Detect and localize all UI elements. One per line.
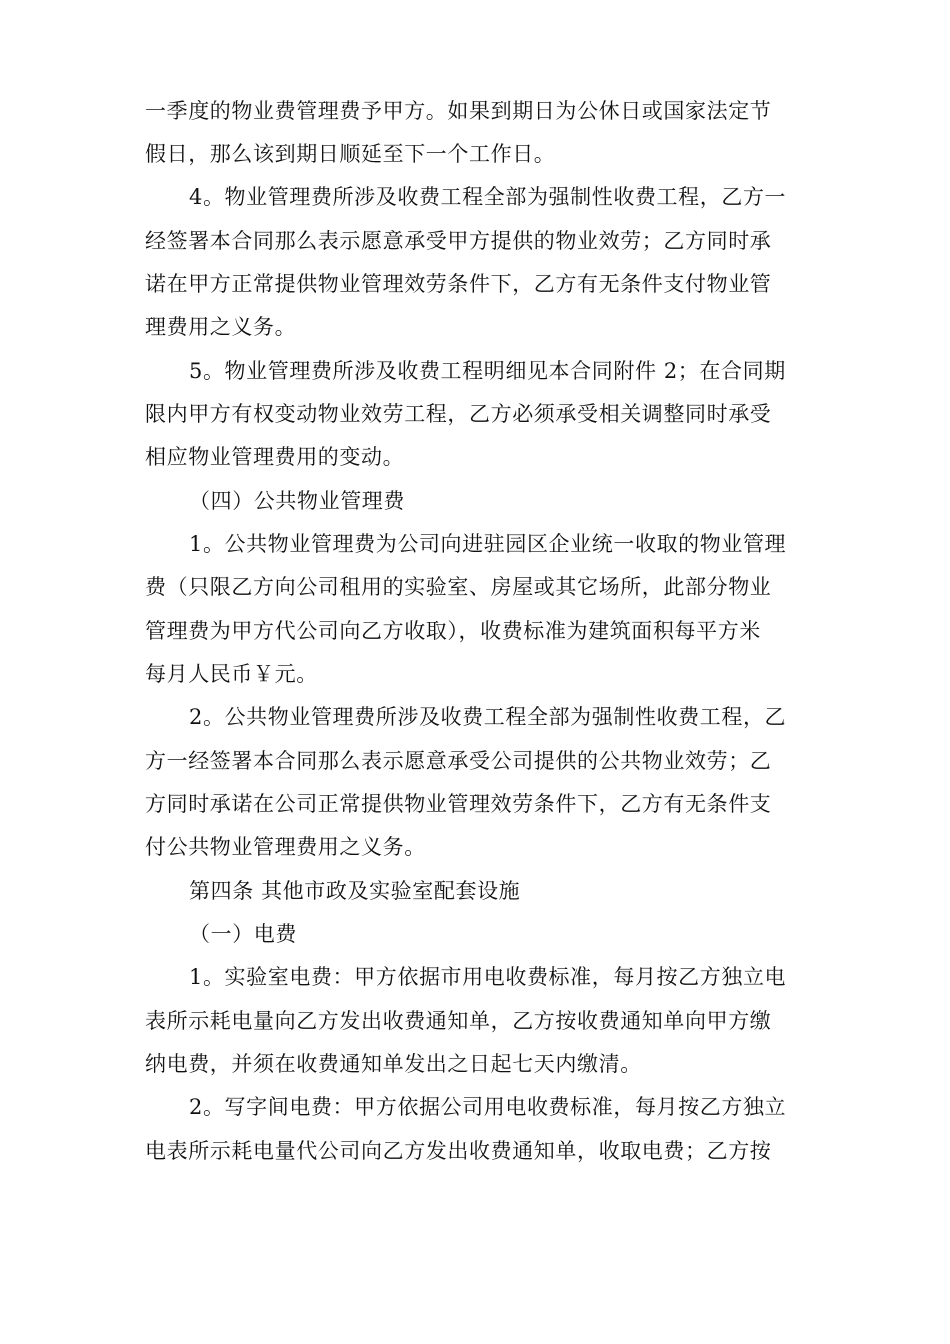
text-line: 1。公共物业管理费为公司向进驻园区企业统一收取的物业管理 — [189, 532, 787, 556]
text-line: 1。实验室电费：甲方依据市用电收费标准，每月按乙方独立电 — [189, 965, 787, 989]
text-line: 电表所示耗电量代公司向乙方发出收费通知单，收取电费；乙方按 — [145, 1139, 772, 1163]
text-line: 方同时承诺在公司正常提供物业管理效劳条件下，乙方有无条件支 — [145, 792, 772, 816]
text-line: 费（只限乙方向公司租用的实验室、房屋或其它场所，此部分物业 — [145, 575, 772, 599]
text-line: 纳电费，并须在收费通知单发出之日起七天内缴清。 — [145, 1052, 642, 1076]
text-line: 经签署本合同那么表示愿意承受甲方提供的物业效劳；乙方同时承 — [145, 229, 772, 253]
section-heading: （一）电费 — [189, 922, 297, 946]
text-line: 一季度的物业费管理费予甲方。如果到期日为公休日或国家法定节 — [145, 99, 772, 123]
text-line: 假日，那么该到期日顺延至下一个工作日。 — [145, 142, 556, 166]
text-line: 诺在甲方正常提供物业管理效劳条件下，乙方有无条件支付物业管 — [145, 272, 772, 296]
text-line: 方一经签署本合同那么表示愿意承受公司提供的公共物业效劳；乙 — [145, 749, 772, 773]
article-heading: 第四条 其他市政及实验室配套设施 — [189, 879, 521, 903]
text-line: 5。物业管理费所涉及收费工程明细见本合同附件 2；在合同期 — [189, 359, 786, 383]
text-line: 管理费为甲方代公司向乙方收取），收费标准为建筑面积每平方米 — [145, 619, 761, 643]
text-line: 4。物业管理费所涉及收费工程全部为强制性收费工程，乙方一 — [189, 185, 787, 209]
text-line: 每月人民币￥元。 — [145, 662, 318, 686]
text-line: 付公共物业管理费用之义务。 — [145, 835, 426, 859]
text-line: 相应物业管理费用的变动。 — [145, 445, 405, 469]
text-line: 2。公共物业管理费所涉及收费工程全部为强制性收费工程，乙 — [189, 705, 787, 729]
text-line: 理费用之义务。 — [145, 315, 297, 339]
section-heading: （四）公共物业管理费 — [189, 489, 405, 513]
text-line: 限内甲方有权变动物业效劳工程，乙方必须承受相关调整同时承受 — [145, 402, 772, 426]
text-line: 表所示耗电量向乙方发出收费通知单，乙方按收费通知单向甲方缴 — [145, 1009, 772, 1033]
text-line: 2。写字间电费：甲方依据公司用电收费标准，每月按乙方独立 — [189, 1095, 787, 1119]
